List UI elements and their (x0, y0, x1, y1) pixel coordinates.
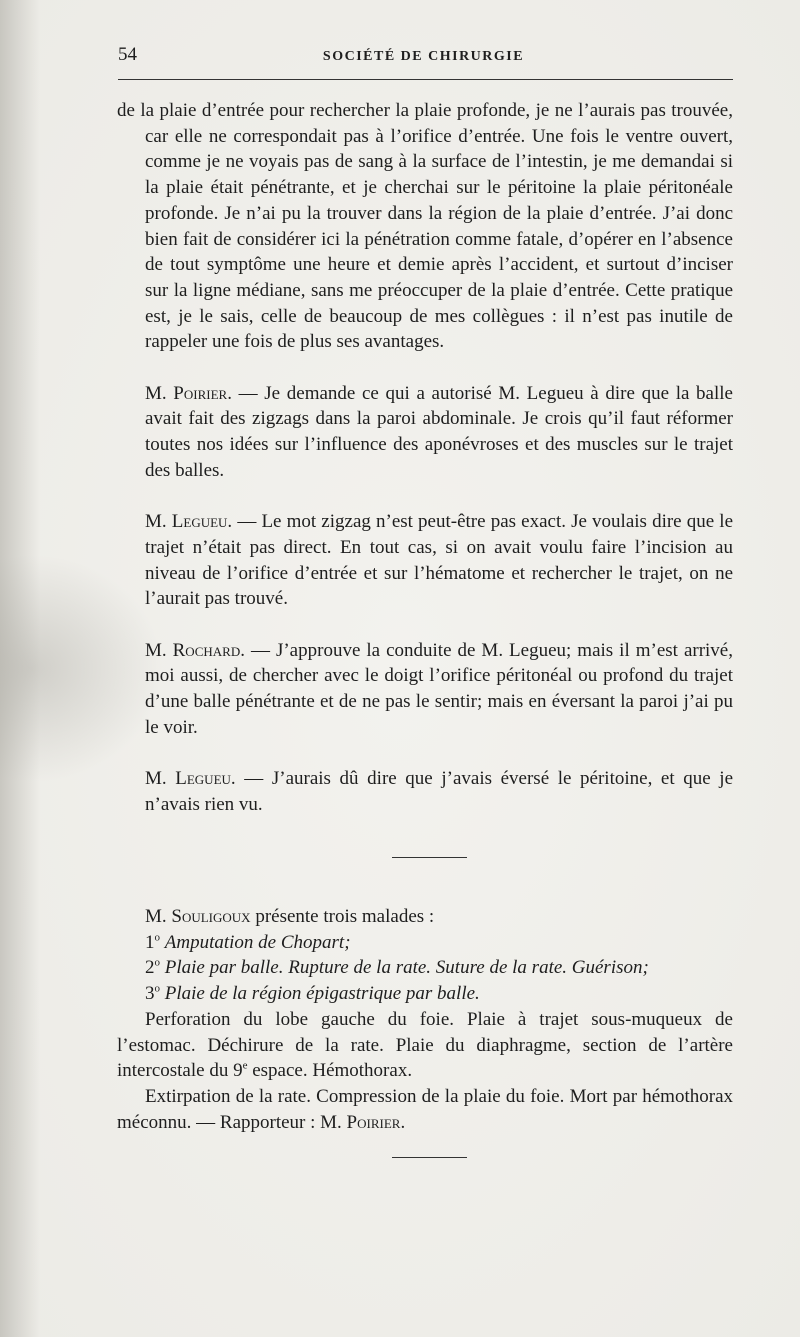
discussion-paragraph-rochard (145, 638, 733, 741)
page-gutter-shadow (0, 0, 40, 1337)
page-header (115, 44, 732, 70)
case-item-2: 2$^o$ Plaie par balle. Rupture de la rate. Suture de la rate. Guérison; (145, 957, 649, 979)
section-separator (392, 857, 467, 858)
intro-paragraph: de la plaie d’entrée pour rechercher la plaie profonde, je ne l’aurais pas trouvée, car elle ne correspondait pas à l’orifice d’entrée. Une fois le ventre ouvert, comme je ne voyais pas de sang à la surface de l’intestin, je me demandai si la plaie était pénétrante, et je cherchai sur le péritoine la plaie péritonéale profonde. Je n’ai pu la trouver dans la région de la plaie d’entrée. J’ai donc bien fait de considérer ici la pénétration comme fatale, d’opérer en l’absence de tout symptôme une heure et demie après l’accident, et surtout d’inciser sur la ligne médiane, sans me préoccuper de la plaie d’entrée. Cette pratique est, je le sais, celle de beaucoup de mes collègues : il n’est pas inutile de rappeler une fois de plus ses avantages. (117, 100, 733, 353)
end-separator (392, 1157, 467, 1158)
case-treatment: Extirpation de la rate. Compression de la plaie du foie. Mort par hémothorax méconnu. — Rapporteur : M. Poirier. (117, 1085, 733, 1133)
rapporteur-name: M. Poirier. (320, 1111, 406, 1133)
speaker-name: M. Legueu. (145, 511, 233, 533)
speech-text: — J’aurais dû dire que j’avais éversé le péritoine, et que je n’avais rien vu. (145, 768, 733, 815)
discussion-paragraph-poirier (145, 381, 733, 484)
discussion-paragraph-legueu-2 (145, 766, 733, 817)
presentation-intro: M. Souligoux présente trois malades : (145, 906, 435, 927)
case-details: Perforation du lobe gauche du foie. Plaie à trajet sous-muqueux de l’estomac. Déchirure de la rate. Plaie du diaphragme, section de l’artère intercostale du 9e espace. Hémothorax. (117, 1008, 733, 1082)
speaker-name: M. Rochard. (145, 639, 245, 661)
speaker-name: M. Poirier. (145, 382, 232, 404)
running-title: SOCIÉTÉ DE CHIRURGIE (322, 49, 525, 64)
presentation-block (117, 904, 733, 1135)
header-rule (118, 79, 733, 80)
case-item-1: 1$^o$ Amputation de Chopart; (145, 931, 351, 953)
speech-text: — Je demande ce qui a autorisé M. Legueu à dire que la balle avait fait des zigzags dans la paroi abdominale. Je crois qu’il faut réformer toutes nos idées sur l’influence des aponévroses et des muscles sur le trajet des balles. (145, 382, 733, 481)
speaker-name: M. Souligoux (145, 906, 251, 927)
speech-text: — J’approuve la conduite de M. Legueu; mais il m’est arrivé, moi aussi, de chercher avec le doigt l’orifice péritonéal ou profond du trajet d’une balle pénétrante et de ne pas le sentir; mais en éversant la paroi j’ai pu le voir. (145, 639, 733, 738)
case-item-3: 3$^o$ Plaie de la région épigastrique par balle. (145, 982, 480, 1005)
body-text (117, 98, 734, 1158)
discussion-paragraph-legueu (145, 509, 733, 612)
speech-text: — Le mot zigzag n’est peut-être pas exact. Je voulais dire que le trajet n’était pas direct. En tout cas, si on avait voulu faire l’incision au niveau de l’orifice d’entrée et sur l’hématome et rechercher le trajet, on ne l’aurait pas trouvé. (145, 511, 734, 610)
speaker-name: M. Legueu. (145, 768, 236, 790)
page-number: 54 (118, 44, 137, 65)
